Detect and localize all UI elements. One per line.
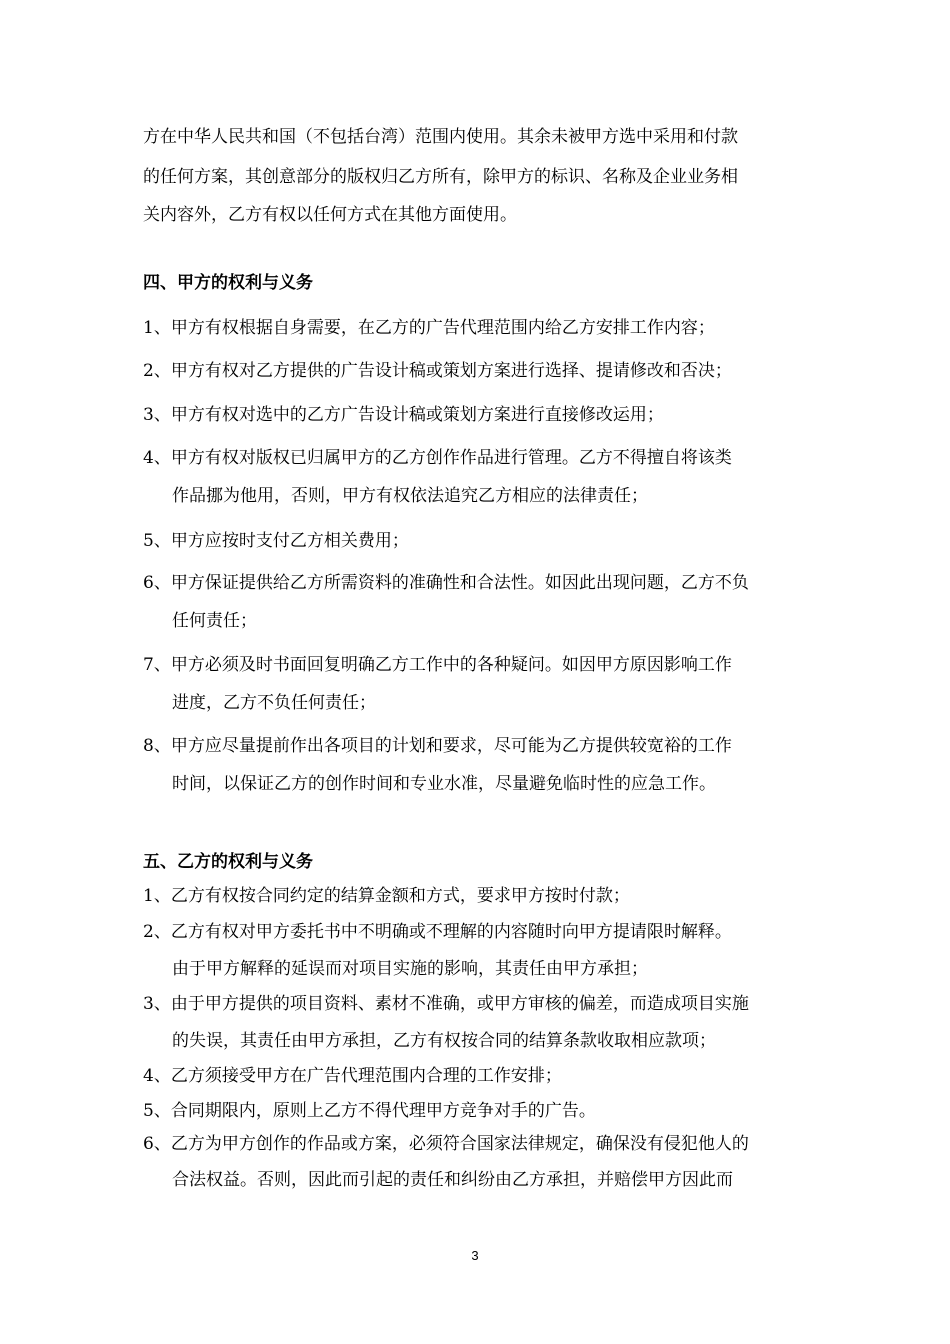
text-line: 关内容外，乙方有权以任何方式在其他方面使用。 [143,205,517,225]
list-item-continuation: 任何责任； [172,611,257,631]
list-item: 3、由于甲方提供的项目资料、素材不准确，或甲方审核的偏差，而造成项目实施 [143,994,749,1014]
list-item: 3、甲方有权对选中的乙方广告设计稿或策划方案进行直接修改运用； [143,405,664,425]
list-item: 2、甲方有权对乙方提供的广告设计稿或策划方案进行选择、提请修改和否决； [143,361,732,381]
list-item: 4、乙方须接受甲方在广告代理范围内合理的工作安排； [143,1066,562,1086]
list-item: 5、甲方应按时支付乙方相关费用； [143,531,409,551]
list-item-continuation: 由于甲方解释的延误而对项目实施的影响，其责任由甲方承担； [172,959,648,979]
list-item: 2、乙方有权对甲方委托书中不明确或不理解的内容随时向甲方提请限时解释。 [143,922,732,942]
list-item-continuation: 的失误，其责任由甲方承担，乙方有权按合同的结算条款收取相应款项； [172,1031,716,1051]
text-line: 方在中华人民共和国（不包括台湾）范围内使用。其余未被甲方选中采用和付款 [143,127,738,147]
list-item-continuation: 作品挪为他用，否则，甲方有权依法追究乙方相应的法律责任； [172,486,648,506]
list-item-continuation: 时间，以保证乙方的创作时间和专业水准，尽量避免临时性的应急工作。 [172,774,716,794]
list-item: 6、甲方保证提供给乙方所需资料的准确性和合法性。如因此出现问题，乙方不负 [143,573,749,593]
list-item-continuation: 合法权益。否则，因此而引起的责任和纠纷由乙方承担，并赔偿甲方因此而 [172,1170,733,1190]
list-item: 1、乙方有权按合同约定的结算金额和方式，要求甲方按时付款； [143,886,630,906]
list-item: 4、甲方有权对版权已归属甲方的乙方创作作品进行管理。乙方不得擅自将该类 [143,448,732,468]
list-item: 5、合同期限内，原则上乙方不得代理甲方竞争对手的广告。 [143,1101,596,1121]
list-item: 6、乙方为甲方创作的作品或方案，必须符合国家法律规定，确保没有侵犯他人的 [143,1134,749,1154]
section-heading: 四、甲方的权利与义务 [143,273,313,293]
list-item: 1、甲方有权根据自身需要，在乙方的广告代理范围内给乙方安排工作内容； [143,318,715,338]
page-number: 3 [471,1248,479,1263]
list-item: 8、甲方应尽量提前作出各项目的计划和要求，尽可能为乙方提供较宽裕的工作 [143,736,732,756]
section-heading: 五、乙方的权利与义务 [143,852,313,872]
list-item: 7、甲方必须及时书面回复明确乙方工作中的各种疑问。如因甲方原因影响工作 [143,655,732,675]
list-item-continuation: 进度，乙方不负任何责任； [172,693,376,713]
text-line: 的任何方案，其创意部分的版权归乙方所有，除甲方的标识、名称及企业业务相 [143,167,738,187]
